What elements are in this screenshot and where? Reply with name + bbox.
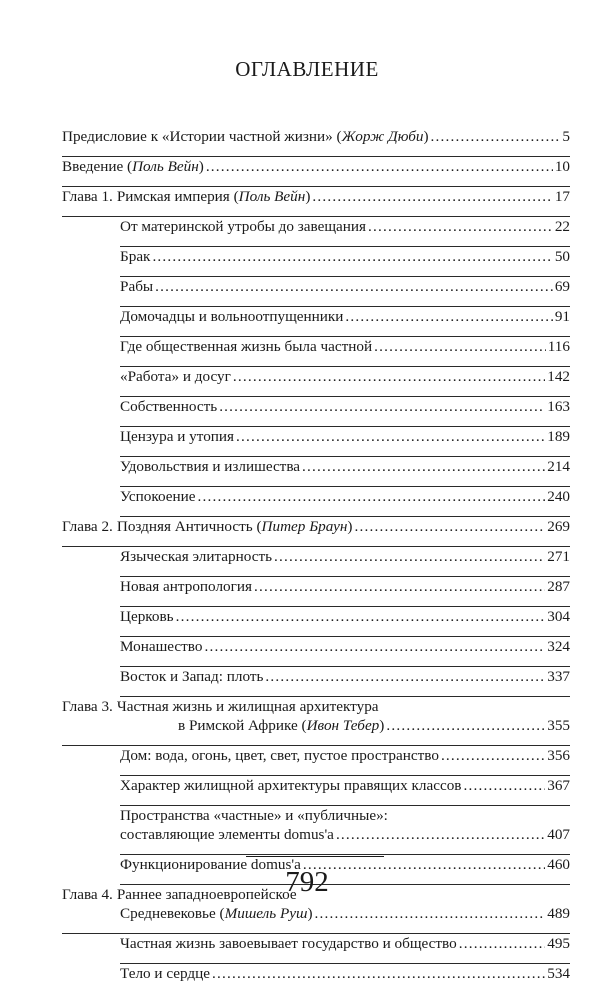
toc-page-number: 407 — [547, 826, 570, 843]
toc-entry-title: Раннее западноевропейское — [116, 886, 297, 903]
toc-section-title: Церковь — [120, 608, 174, 625]
toc-section — [120, 964, 570, 993]
toc-page-number: 271 — [547, 548, 570, 565]
toc-page-number: 356 — [547, 747, 570, 764]
chapter-label: Глава 3. — [62, 698, 113, 715]
dot-leader — [302, 457, 545, 476]
table-of-contents — [62, 127, 570, 993]
toc-chapter-2 — [62, 517, 570, 547]
toc-section — [120, 637, 570, 667]
toc-section — [120, 247, 570, 277]
toc-section — [120, 776, 570, 806]
toc-section-title: Частная жизнь завоевывает государство и общество — [120, 935, 457, 952]
toc-section — [120, 427, 570, 457]
dot-leader — [236, 427, 545, 446]
toc-section-title: Характер жилищной архитектуры правящих классов — [120, 777, 462, 794]
dot-leader — [336, 825, 545, 844]
dot-leader — [206, 157, 553, 176]
toc-page-number: 17 — [554, 188, 570, 205]
toc-section-title: Где общественная жизнь была частной — [120, 338, 373, 355]
dot-leader — [431, 127, 561, 146]
toc-page-number: 355 — [547, 717, 570, 734]
toc-section-title: Функционирование domus'а — [120, 856, 301, 873]
toc-page-number: 189 — [547, 428, 570, 445]
toc-page-number: 142 — [547, 368, 570, 385]
toc-section-title: Домочадцы и вольноотпущенники — [120, 308, 344, 325]
toc-section-title: «Работа» и досуг — [120, 368, 231, 385]
dot-leader — [374, 337, 546, 356]
toc-page-number: 5 — [562, 128, 570, 145]
dot-leader — [176, 607, 546, 626]
dot-leader — [315, 904, 546, 923]
toc-section — [120, 457, 570, 487]
toc-chapter-1 — [62, 187, 570, 217]
toc-page-number: 240 — [547, 488, 570, 505]
dot-leader — [274, 547, 545, 566]
toc-section-title: Собственность — [120, 398, 218, 415]
toc-page-number: 460 — [547, 856, 570, 873]
toc-section — [120, 577, 570, 607]
toc-page-number: 534 — [547, 965, 570, 982]
toc-page-number: 367 — [547, 777, 570, 794]
toc-section-title: Дом: вода, огонь, цвет, свет, пустое пространство — [120, 747, 439, 764]
dot-leader — [155, 277, 553, 296]
toc-section-title: Тело и сердце — [120, 965, 210, 982]
toc-entry-intro — [62, 157, 570, 187]
toc-page-number: 22 — [554, 218, 570, 235]
toc-section-title: Рабы — [120, 278, 154, 295]
toc-chapter-3 — [62, 697, 570, 746]
dot-leader — [233, 367, 545, 386]
toc-section — [120, 746, 570, 776]
toc-page-number: 489 — [547, 905, 570, 922]
dot-leader — [212, 964, 545, 983]
dot-leader — [198, 487, 546, 506]
toc-section — [120, 337, 570, 367]
dot-leader — [312, 187, 552, 206]
dot-leader — [386, 716, 545, 735]
dot-leader — [441, 746, 545, 765]
toc-entry-title: Введение (Поль Вейн) — [62, 158, 204, 175]
dot-leader — [345, 307, 552, 326]
toc-page-number: 163 — [547, 398, 570, 415]
toc-section-title: От материнской утробы до завещания — [120, 218, 367, 235]
toc-page-number: 324 — [547, 638, 570, 655]
toc-section — [120, 667, 570, 697]
dot-leader — [219, 397, 545, 416]
toc-page-number: 495 — [547, 935, 570, 952]
toc-section-title: Брак — [120, 248, 151, 265]
toc-page-number: 304 — [547, 608, 570, 625]
dot-leader — [459, 934, 546, 953]
toc-page-number: 69 — [554, 278, 570, 295]
toc-section — [120, 934, 570, 964]
dot-leader — [254, 577, 545, 596]
toc-entry-preface — [62, 127, 570, 157]
toc-entry-title-cont: в Римской Африке (Ивон Тебер) — [178, 717, 385, 734]
dot-leader — [368, 217, 553, 236]
toc-section — [120, 806, 570, 855]
dot-leader — [152, 247, 552, 266]
toc-entry-title: Частная жизнь и жилищная архитектура — [116, 698, 379, 715]
chapter-label: Глава 1. — [62, 188, 113, 205]
toc-section-title-cont: составляющие элементы domus'а — [120, 826, 334, 843]
toc-page-number: 214 — [547, 458, 570, 475]
toc-section-title: Монашество — [120, 638, 203, 655]
toc-entry-title: Римская империя (Поль Вейн) — [116, 188, 311, 205]
toc-page-number: 116 — [547, 338, 570, 355]
toc-entry-title: Предисловие к «Истории частной жизни» (Жорж Дюби) — [62, 128, 429, 145]
toc-section-title: Успокоение — [120, 488, 196, 505]
toc-section-title: Языческая элитарность — [120, 548, 273, 565]
toc-entry-title: Поздняя Античность (Питер Браун) — [116, 518, 353, 535]
dot-leader — [265, 667, 545, 686]
toc-section — [120, 217, 570, 247]
toc-section-title: Восток и Запад: плоть — [120, 668, 264, 685]
chapter-label: Глава 2. — [62, 518, 113, 535]
toc-section — [120, 367, 570, 397]
toc-entry-title-cont: Средневековье (Мишель Руш) — [120, 905, 313, 922]
page-title: ОГЛАВЛЕНИЕ — [235, 57, 379, 81]
toc-section-title: Цензура и утопия — [120, 428, 235, 445]
dot-leader — [204, 637, 545, 656]
toc-section — [120, 607, 570, 637]
page-number: 792 — [285, 866, 329, 898]
toc-section — [120, 397, 570, 427]
footer-rule — [246, 856, 384, 857]
toc-section — [120, 487, 570, 517]
toc-section-title: Удовольствия и излишества — [120, 458, 301, 475]
toc-section — [120, 307, 570, 337]
toc-page-number: 287 — [547, 578, 570, 595]
toc-page-number: 91 — [554, 308, 570, 325]
toc-page-number: 10 — [554, 158, 570, 175]
dot-leader — [463, 776, 545, 795]
toc-page-number: 269 — [547, 518, 570, 535]
toc-section-title: Новая антропология — [120, 578, 252, 595]
toc-section — [120, 547, 570, 577]
chapter-label: Глава 4. — [62, 886, 113, 903]
toc-section-title: Пространства «частные» и «публичные»: — [120, 807, 388, 824]
dot-leader — [354, 517, 545, 536]
toc-section — [120, 277, 570, 307]
toc-page-number: 337 — [547, 668, 570, 685]
toc-page-number: 50 — [554, 248, 570, 265]
